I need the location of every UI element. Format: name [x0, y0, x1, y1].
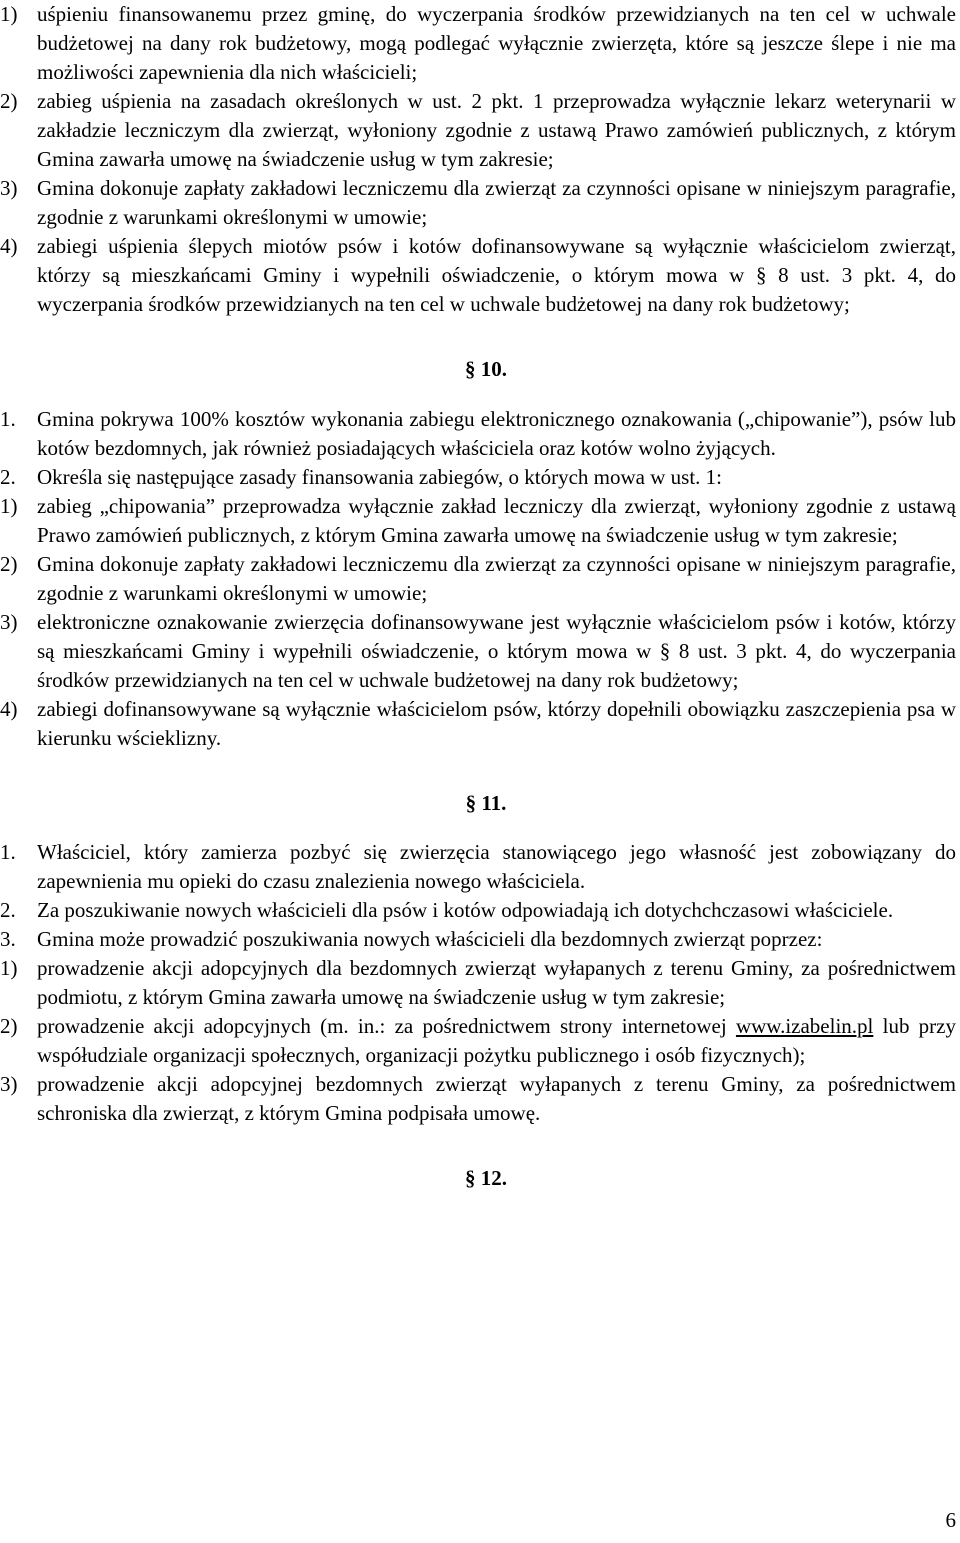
item-text: uśpieniu finansowanemu przez gminę, do wyczerpania środków przewidzianych na ten cel w uchwale budżetowej na dany rok budżetowy, mogą podlegać wyłącznie zwierzęta, które są jeszcze ślepe i nie ma możliwości zapewnienia dla nich właścicieli;	[37, 2, 956, 84]
section-10-body	[0, 405, 960, 753]
item-number: 2)	[0, 1014, 18, 1038]
item-number: 4)	[0, 234, 18, 258]
item-number: 4)	[0, 697, 18, 721]
list-item	[0, 492, 960, 550]
paragraph-number: 1.	[0, 840, 16, 864]
item-text: elektroniczne oznakowanie zwierzęcia dofinansowywane jest wyłącznie właścicielom psów i kotów, którzy są mieszkańcami Gminy i wypełnili oświadczenie, o którym mowa w § 8 ust. 3 pkt. 4, do wyczerpania środków przewidzianych na ten cel w uchwale budżetowej na dany rok budżetowy;	[37, 610, 956, 692]
item-text-after-link: lub przy współudziale organizacji społecznych, organizacji pożytku publicznego i osób fizycznych);	[37, 1014, 957, 1067]
item-text: Gmina dokonuje zapłaty zakładowi leczniczemu dla zwierząt za czynności opisane w niniejszym paragrafie, zgodnie z warunkami określonymi w umowie;	[37, 552, 956, 605]
list-item	[0, 550, 960, 608]
paragraph-text: Gmina pokrywa 100% kosztów wykonania zabiegu elektronicznego oznakowania („chipowanie”), psów lub kotów bezdomnych, jak również posiadających właściciela oraz kotów wolno żyjących.	[37, 407, 956, 460]
list-item	[0, 695, 960, 753]
top-list	[0, 0, 960, 319]
list-item	[0, 1012, 960, 1070]
item-number: 3)	[0, 610, 18, 634]
list-item	[0, 232, 960, 319]
paragraph-number: 1.	[0, 407, 16, 431]
paragraph	[0, 405, 960, 463]
list-item	[0, 608, 960, 695]
paragraph-text: Właściciel, który zamierza pozbyć się zwierzęcia stanowiącego jego własność jest zobowiązany do zapewnienia mu opieki do czasu znalezienia nowego właściciela.	[37, 840, 956, 893]
section-heading-12: § 12.	[465, 1166, 507, 1190]
paragraph-text: Za poszukiwanie nowych właścicieli dla psów i kotów odpowiadają ich dotychchczasowi właściciele.	[37, 898, 894, 922]
list-item	[0, 954, 960, 1012]
item-text: zabieg uśpienia na zasadach określonych w ust. 2 pkt. 1 przeprowadza wyłącznie lekarz weterynarii w zakładzie leczniczym dla zwierząt, wyłoniony zgodnie z ustawą Prawo zamówień publicznych, z którym Gmina zawarła umowę na świadczenie usług w tym zakresie;	[37, 89, 956, 171]
paragraph-number: 3.	[0, 927, 16, 951]
list-item	[0, 0, 960, 87]
item-number: 1)	[0, 494, 18, 518]
item-number: 1)	[0, 956, 18, 980]
paragraph-text: Określa się następujące zasady finansowania zabiegów, o których mowa w ust. 1:	[37, 465, 723, 489]
website-link[interactable]: www.izabelin.pl	[735, 1014, 874, 1038]
item-text: zabiegi uśpienia ślepych miotów psów i kotów dofinansowywane są wyłącznie właścicielom zwierząt, którzy są mieszkańcami Gminy i wypełnili oświadczenie, o którym mowa w § 8 ust. 3 pkt. 4, do wyczerpania środków przewidzianych na ten cel w uchwale budżetowej na dany rok budżetowy;	[37, 234, 956, 316]
list-item	[0, 87, 960, 174]
item-number: 2)	[0, 552, 18, 576]
item-number: 2)	[0, 89, 18, 113]
paragraph	[0, 925, 960, 954]
paragraph	[0, 838, 960, 896]
paragraph-number: 2.	[0, 898, 16, 922]
paragraph-text: Gmina może prowadzić poszukiwania nowych właścicieli dla bezdomnych zwierząt poprzez:	[37, 927, 823, 951]
item-text: prowadzenie akcji adopcyjnej bezdomnych zwierząt wyłapanych z terenu Gminy, za pośrednictwem schroniska dla zwierząt, z którym Gmina podpisała umowę.	[37, 1072, 956, 1125]
page-number: 6	[945, 1508, 956, 1532]
paragraph	[0, 463, 960, 492]
list-item	[0, 174, 960, 232]
item-text: prowadzenie akcji adopcyjnych dla bezdomnych zwierząt wyłapanych z terenu Gminy, za pośrednictwem podmiotu, z którym Gmina zawarła umowę na świadczenie usług w tym zakresie;	[37, 956, 956, 1009]
section-heading-11: § 11.	[465, 791, 507, 815]
item-text-before-link: prowadzenie akcji adopcyjnych (m. in.: za pośrednictwem strony internetowej	[37, 1014, 736, 1038]
section-heading-10: § 10.	[465, 357, 507, 381]
item-number: 1)	[0, 2, 18, 26]
paragraph-number: 2.	[0, 465, 16, 489]
section-11-body	[0, 838, 960, 1128]
item-text: zabiegi dofinansowywane są wyłącznie właścicielom psów, którzy dopełnili obowiązku zaszczepienia psa w kierunku wścieklizny.	[37, 697, 956, 750]
list-item	[0, 1070, 960, 1128]
item-text: zabieg „chipowania” przeprowadza wyłącznie zakład leczniczy dla zwierząt, wyłoniony zgodnie z ustawą Prawo zamówień publicznych, z którym Gmina zawarła umowę na świadczenie usług w tym zakresie;	[37, 494, 956, 547]
item-text: Gmina dokonuje zapłaty zakładowi leczniczemu dla zwierząt za czynności opisane w niniejszym paragrafie, zgodnie z warunkami określonymi w umowie;	[37, 176, 956, 229]
item-number: 3)	[0, 1072, 18, 1096]
paragraph	[0, 896, 960, 925]
item-number: 3)	[0, 176, 18, 200]
